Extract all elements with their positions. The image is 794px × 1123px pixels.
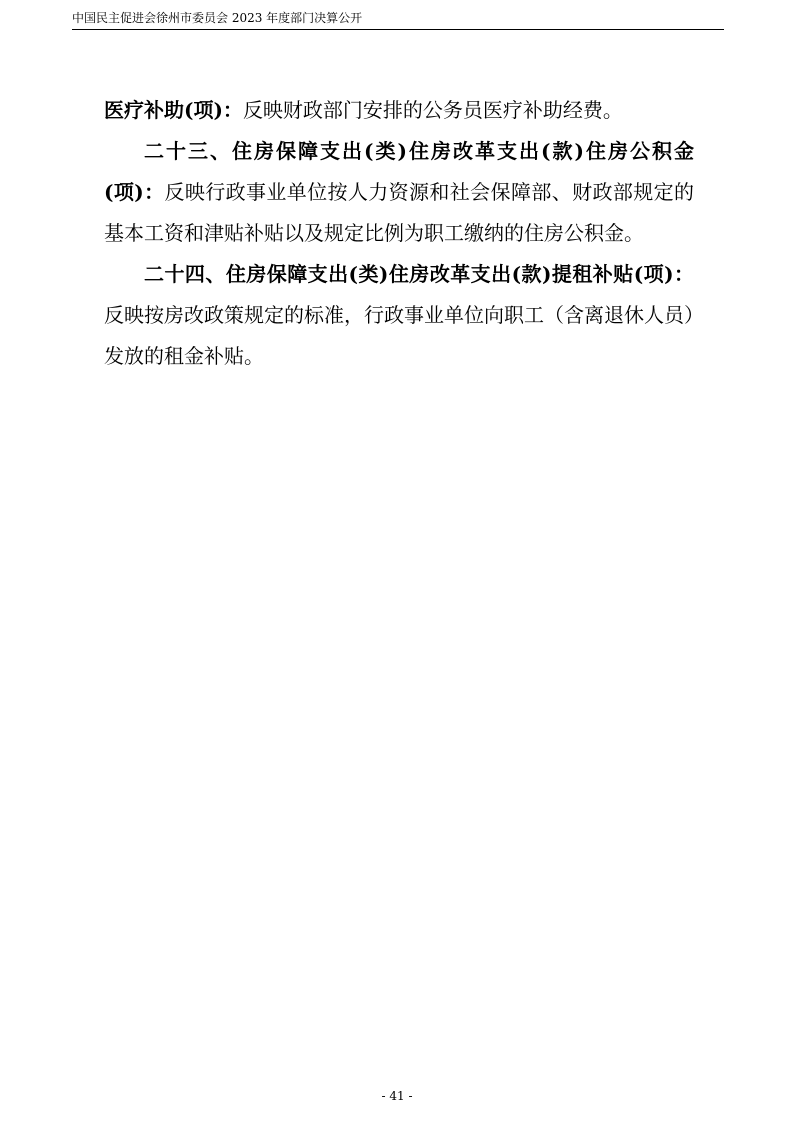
document-body — [104, 90, 694, 377]
page-header — [72, 9, 724, 30]
header-title: 中国民主促进会徐州市委员会 2023 年度部门决算公开 — [72, 11, 363, 25]
paragraph-text: 反映按房改政策规定的标准，行政事业单位向职工（含离退休人员）发放的租金补贴。 — [104, 303, 694, 368]
paragraph-text: 反映财政部门安排的公务员医疗补助经费。 — [242, 98, 623, 122]
paragraph-medical-subsidy — [104, 90, 694, 131]
page-number: - 41 - — [381, 1089, 413, 1103]
paragraph-heading: 二十四、住房保障支出(类)住房改革支出(款)提租补贴(项)： — [144, 262, 694, 286]
paragraph-rent-subsidy — [104, 254, 694, 377]
paragraph-housing-fund — [104, 131, 694, 254]
paragraph-text: 反映行政事业单位按人力资源和社会保障部、财政部规定的基本工资和津贴补贴以及规定比例为职工缴纳的住房公积金。 — [104, 180, 694, 245]
paragraph-heading: 二十三、住房保障支出(类)住房改革支出(款)住房公积金(项)： — [104, 139, 694, 204]
paragraph-heading: 医疗补助(项)： — [104, 98, 243, 122]
